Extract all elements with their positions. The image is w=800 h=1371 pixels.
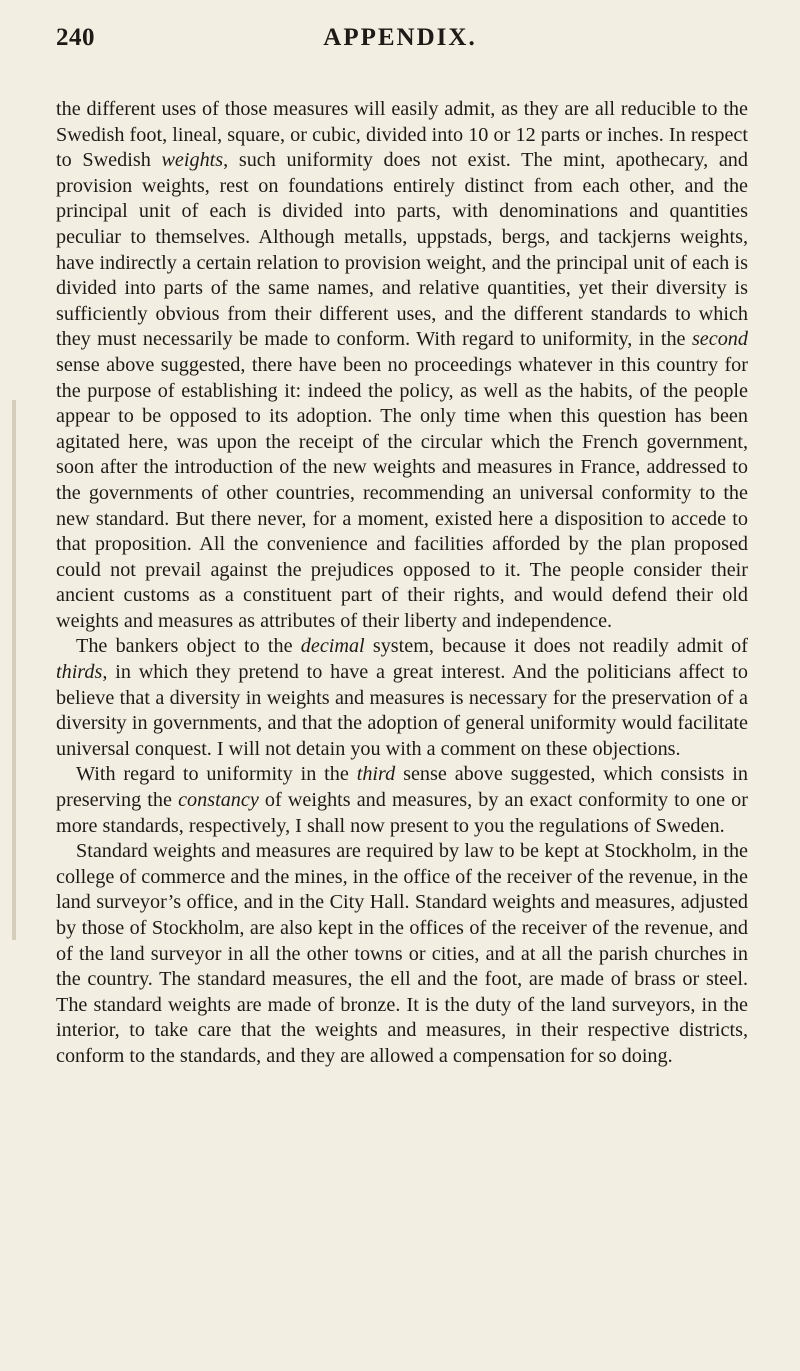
italic-text: decimal — [300, 635, 365, 658]
page-number: 240 — [56, 24, 95, 51]
italic-text: constancy — [178, 789, 259, 812]
italic-text: thirds — [56, 661, 103, 684]
text-run: the different uses of those measures will easily admit, as they are all reducible to the Swedish foot, lineal, square, or cubic, divided into 10 or 12 parts or inches. In respect to Swedish — [56, 98, 748, 172]
text-run: The bankers object to the — [76, 635, 301, 658]
text-run: of weights and measures, by an exact conformity to one or more standards, respectively, I shall now present to you the regulations of Sweden. — [56, 789, 748, 837]
paragraph — [56, 762, 748, 839]
running-head: APPENDIX. — [323, 24, 477, 51]
italic-text: third — [356, 763, 396, 786]
body-text — [56, 97, 748, 1070]
page-header — [56, 20, 744, 60]
text-run: system, because it does not readily admit of — [364, 635, 748, 658]
paragraph — [56, 634, 748, 762]
italic-text: second — [691, 328, 748, 351]
text-run: , in which they pretend to have a great interest. And the politicians affect to believe that a diversity in weights and measures is necessary for the preservation of a diversity in governments, and that the adoption of general uniformity would facilitate universal conquest. I will not detain you with a comment on these objections. — [56, 661, 748, 760]
paragraph — [56, 97, 748, 634]
paragraph — [56, 839, 748, 1069]
margin-stain — [12, 400, 16, 940]
italic-text: weights — [161, 149, 224, 172]
text-run: sense above suggested, which consists in preserving the — [56, 763, 748, 812]
text-run: , such uniformity does not exist. The mint, apothecary, and provision weights, rest on foundations entirely distinct from each other, and the principal unit of each is divided into parts, with denominations and quantities peculiar to themselves. Although metalls, uppstads, bergs, and tackjerns weights, have indirectly a certain relation to provision weight, and the principal unit of each is divided into parts of the same names, and relative quantities, yet their diversity is sufficiently obvious from their different uses, and the different standards to which they must necessarily be made to conform. With regard to uniformity, in the — [56, 149, 748, 351]
text-run: With regard to uniformity in the — [76, 763, 357, 786]
text-run: sense above suggested, there have been no proceedings whatever in this country for the purpose of establishing it: indeed the policy, as well as the habits, of the people appear to be opposed to its adoption. The only time when this question has been agitated here, was upon the receipt of the circular which the French government, soon after the introduction of the new weights and measures in France, addressed to the governments of other countries, recommending an universal conformity to the new standard. But there never, for a moment, existed here a disposition to accede to that proposition. All the convenience and facilities afforded by the plan proposed could not prevail against the prejudices opposed to it. The people consider their ancient customs as a constituent part of their rights, and would defend their old weights and measures as attributes of their liberty and independence. — [56, 353, 748, 632]
text-run: Standard weights and measures are required by law to be kept at Stockholm, in the college of commerce and the mines, in the office of the receiver of the revenue, in the land surveyor’s office, and in the City Hall. Standard weights and measures, adjusted by those of Stockholm, are also kept in the offices of the receiver of the revenue, and of the land surveyor in all the other towns or cities, and at all the parish churches in the country. The standard measures, the ell and the foot, are made of brass or steel. The standard weights are made of bronze. It is the duty of the land surveyors, in the interior, to take care that the weights and measures, in their respective districts, conform to the standards, and they are allowed a compensation for so doing. — [56, 840, 748, 1067]
